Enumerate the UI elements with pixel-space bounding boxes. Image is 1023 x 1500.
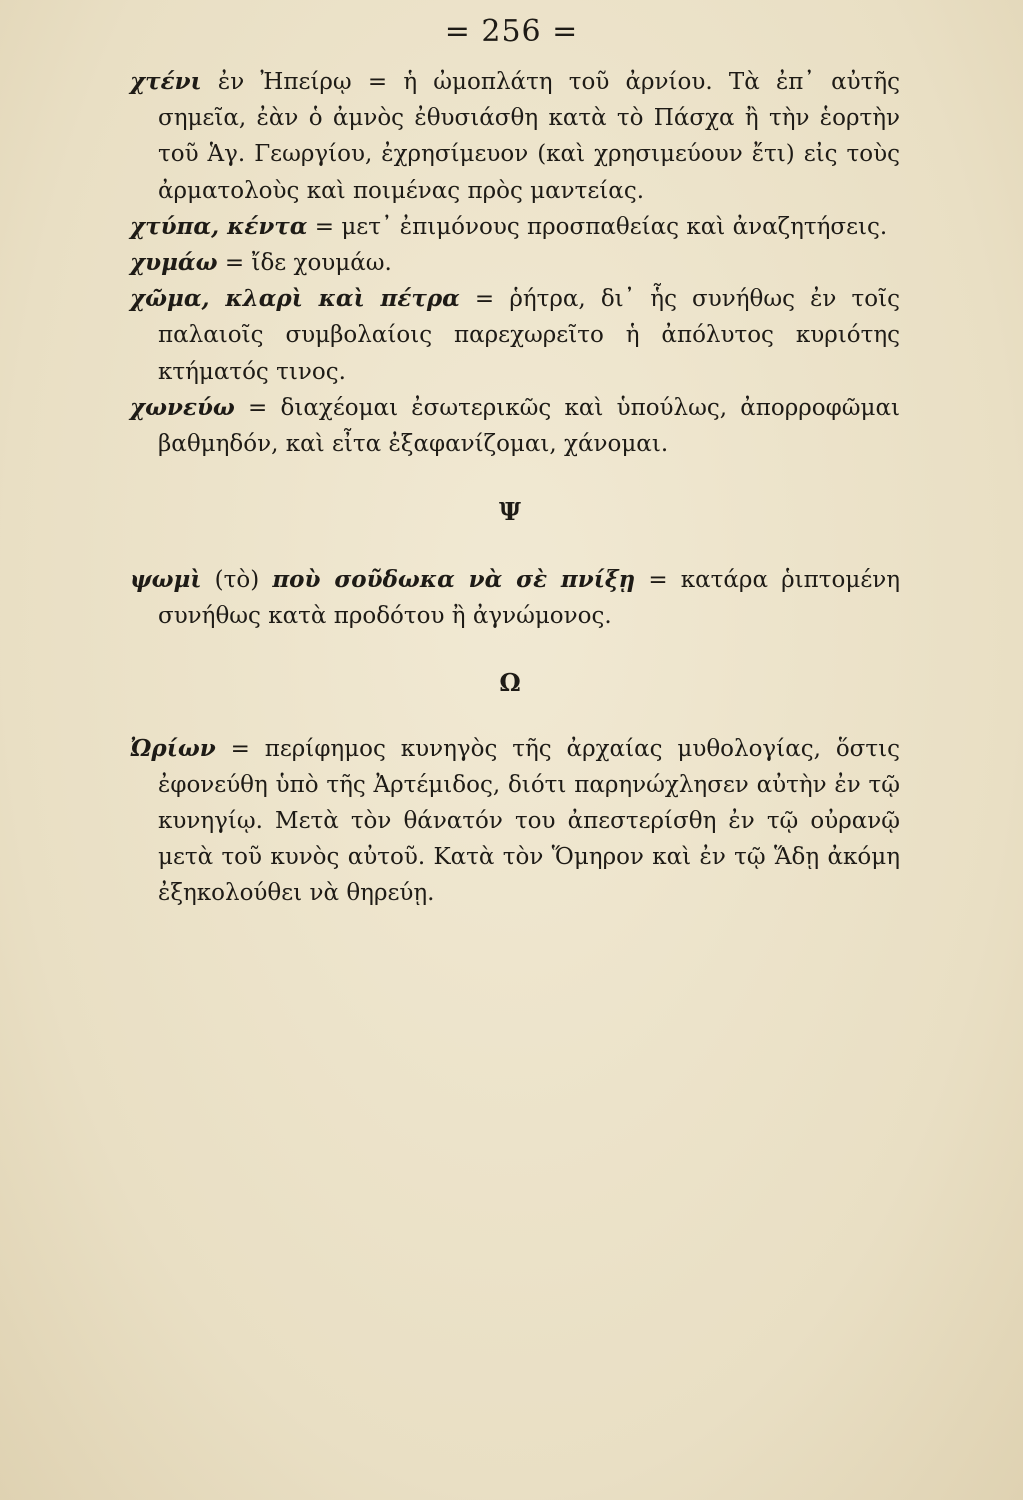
page-number: = 256 = [444,14,579,49]
entry-definition: (τὸ) [201,567,273,594]
section-heading-omega: Ω [499,667,521,697]
entry-term: χτύπα, κέντα [130,212,308,240]
entry-orion [130,731,900,912]
entry-term: χυμάω [130,249,218,277]
entry-term: χῶμα, κλαρὶ καὶ πέτρα [130,285,460,313]
entry-choma [130,281,900,390]
entry-definition: = ἴδε χουμάω. [217,250,392,277]
entry-chtypa-kenta [130,209,900,245]
entry-choneyo [130,390,900,462]
entry-chteni [130,64,900,209]
entry-term: χτένι [130,68,202,95]
entry-definition: = ῥήτρα, δι᾽ ἧς συνήθως ἐν τοῖς παλαιοῖς συμβολαίοις παρεχωρεῖτο ἡ ἀπόλυτος κυριότης κτήματός τινος. [158,286,900,385]
entry-definition: = διαχέομαι ἐσωτερικῶς καὶ ὑπούλως, ἀπορροφῶμαι βαθμηδόν, καὶ εἶτα ἐξαφανίζομαι, χάνομαι. [158,394,900,458]
entry-definition: = μετ᾽ ἐπιμόνους προσπαθείας καὶ ἀναζητήσεις. [307,213,888,240]
entry-psomi [130,562,900,634]
entry-chymao [130,245,900,281]
entry-definition: = κατάρα ῥιπτομένη συνήθως κατὰ προδότου ἢ ἀγνώμονος. [158,567,900,630]
entry-definition: ἐν Ἠπείρῳ = ἡ ὠμοπλάτη τοῦ ἀρνίου. Τὰ ἐπ᾽ αὐτῆς σημεῖα, ἐὰν ὁ ἀμνὸς ἐθυσιάσθη κατὰ τὸ Πάσχα ἢ τὴν ἑορτὴν τοῦ Ἁγ. Γεωργίου, ἐχρησίμευον (καὶ χρησιμεύουν ἔτι) εἰς τοὺς ἀρματολοὺς καὶ ποιμένας πρὸς μαντείας. [158,69,900,204]
entry-definition: = περίφημος κυνηγὸς τῆς ἀρχαίας μυθολογίας, ὅστις ἐφονεύθη ὑπὸ τῆς Ἀρτέμιδος, διότι παρηνώχλησεν αὐτὴν ἐν τῷ κυνηγίῳ. Μετὰ τὸν θάνατόν του ἀπεστερίσθη ἐν τῷ οὐρανῷ μετὰ τοῦ κυνὸς αὐτοῦ. Κατὰ τὸν Ὅμηρον καὶ ἐν τῷ Ἅδῃ ἀκόμη ἐξηκολούθει νὰ θηρεύῃ. [158,735,900,907]
entry-term: ψωμὶ [130,566,202,594]
glossary-content [130,64,900,912]
entry-term: Ὠρίων [130,734,216,762]
entry-term-phrase: ποὺ σοῦδωκα νὰ σὲ πνίξῃ [272,566,636,594]
section-heading-psi: Ψ [499,497,521,527]
entry-term: χωνεύω [130,393,235,421]
